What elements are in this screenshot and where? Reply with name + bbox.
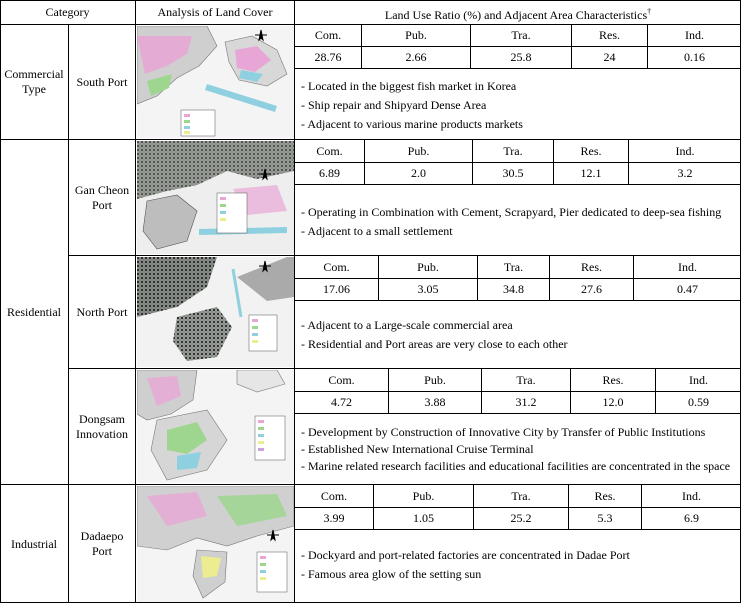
note-line: - Adjacent to a small settlement: [301, 224, 453, 238]
ratio-value: 5.3: [597, 511, 613, 525]
ratio-value: 30.5: [502, 166, 524, 180]
header-ratio-mark: †: [647, 7, 652, 16]
note-line: - Established New International Cruise Terminal: [301, 442, 534, 456]
ratio-value: 2.0: [411, 166, 426, 180]
ratio-value: 12.1: [580, 166, 602, 180]
note-line: - Famous area glow of the setting sun: [301, 567, 482, 581]
header-ratio: [295, 0, 741, 24]
grid-line: [641, 484, 642, 530]
grid-line: [294, 162, 741, 163]
ratio-value: 25.2: [510, 511, 532, 525]
grid-line: [294, 278, 741, 279]
grid-line: [477, 255, 478, 301]
grid-line: [294, 300, 741, 301]
grid-line: [68, 255, 741, 256]
dadaepo-port-land-cover-map-icon: [137, 486, 294, 602]
ratio-header: Tra.: [511, 489, 531, 503]
port-cell-dongsam: [69, 369, 135, 484]
note-line: - Development by Construction of Innovative City by Transfer of Public Institutions: [301, 425, 706, 439]
ratio-value: 3.05: [417, 282, 439, 296]
ratio-value: 3.88: [424, 395, 446, 409]
ratio-value: 34.8: [503, 282, 524, 296]
ratio-value: 3.99: [323, 511, 345, 525]
ratio-header: Pub.: [407, 144, 430, 158]
grid-line: [294, 507, 741, 508]
grid-line: [0, 484, 741, 485]
header-category: Category: [45, 5, 90, 19]
grid-line: [470, 24, 471, 69]
ratio-header: Tra.: [503, 260, 524, 274]
note-line: - Adjacent to a Large-scale commercial area: [301, 318, 513, 332]
note-line: - Dockyard and port-related factories are concentrated in Dadae Port: [301, 548, 630, 562]
ratio-header: Ind.: [682, 489, 701, 503]
category-cell-commercial: [0, 25, 68, 139]
note-line: - Adjacent to various marine products markets: [301, 117, 523, 131]
ratio-value: 31.2: [515, 395, 537, 409]
ratio-header: Com.: [314, 28, 342, 42]
characteristics-notes: [301, 77, 523, 134]
ratio-header: Res.: [580, 144, 602, 158]
ratio-value: 1.05: [413, 511, 434, 525]
ratio-header: Res.: [594, 489, 616, 503]
ratio-value: 27.6: [581, 282, 602, 296]
gan-cheon-port-land-cover-map-icon: [137, 141, 294, 254]
ratio-header: Res.: [581, 260, 602, 274]
ratio-header: Com.: [328, 373, 355, 387]
dongsam-innovation-land-cover-map-icon: [137, 370, 294, 483]
ratio-value: 0.16: [684, 50, 705, 64]
grid-line: [473, 484, 474, 530]
port-cell-gan-cheon: [69, 140, 135, 255]
grid-line: [633, 255, 634, 301]
note-line: - Residential and Port areas are very close to each other: [301, 337, 568, 351]
category-label-line2: Type: [22, 82, 46, 96]
port-label-line1: North Port: [76, 304, 128, 319]
category-label-line1: Commercial: [4, 67, 64, 81]
grid-line: [570, 368, 571, 414]
grid-line: [0, 0, 1, 603]
note-line: - Marine related research facilities and educational facilities are concentrated in the space: [301, 459, 731, 473]
grid-line: [388, 368, 389, 414]
grid-line: [135, 0, 136, 603]
header-analysis: Analysis of Land Cover: [157, 5, 273, 19]
grid-line: [628, 139, 629, 185]
ratio-value: 28.76: [314, 50, 342, 64]
port-label-line2: Port: [91, 197, 112, 212]
ratio-header: Ind.: [685, 28, 704, 42]
port-label-line1: Gan Cheon: [74, 182, 130, 197]
grid-line: [68, 24, 69, 603]
ratio-value: 24: [603, 50, 616, 64]
grid-line: [361, 24, 362, 69]
category-label-line1: Industrial: [11, 536, 57, 551]
grid-line: [647, 24, 648, 69]
ratio-header: Res.: [599, 28, 620, 42]
grid-line: [294, 413, 741, 414]
ratio-value: 2.66: [405, 50, 427, 64]
grid-line: [68, 368, 741, 369]
port-label-line2: Port: [91, 544, 112, 558]
header-ratio-label: Land Use Ratio (%) and Adjacent Area Characteristics: [384, 8, 648, 22]
ratio-header: Ind.: [675, 144, 695, 158]
characteristics-notes: [301, 424, 730, 475]
ratio-header: Res.: [602, 373, 624, 387]
port-cell-south-port: [69, 25, 135, 139]
grid-line: [568, 484, 569, 530]
port-cell-dadaepo: [69, 485, 135, 603]
port-cell-north-port: [69, 256, 135, 368]
ratio-header: Pub.: [424, 373, 446, 387]
ratio-value: 4.72: [331, 395, 352, 409]
port-label-line1: Dongsam: [79, 411, 125, 426]
note-line: - Ship repair and Shipyard Dense Area: [301, 98, 487, 112]
note-line: - Located in the biggest fish market in Korea: [301, 79, 517, 93]
ratio-header: Pub.: [412, 489, 435, 503]
grid-line: [373, 484, 374, 530]
category-label-line1: Residential: [7, 304, 61, 319]
grid-line: [294, 391, 741, 392]
grid-line: [472, 139, 473, 185]
note-line: - Operating in Combination with Cement, Scrapyard, Pier dedicated to deep-sea fishing: [301, 205, 722, 219]
grid-line: [553, 139, 554, 185]
ratio-value: 6.89: [319, 166, 340, 180]
ratio-header: Com.: [316, 144, 343, 158]
ratio-header: Tra.: [503, 144, 523, 158]
south-port-land-cover-map-icon: [137, 26, 294, 138]
grid-line: [294, 0, 295, 603]
characteristics-notes: [301, 203, 721, 241]
ratio-value: 3.2: [677, 166, 693, 180]
grid-line: [294, 184, 741, 185]
ratio-header: Ind.: [689, 373, 708, 387]
grid-line: [0, 0, 741, 1]
ratio-header: Com.: [320, 489, 348, 503]
characteristics-notes: [301, 546, 630, 584]
grid-line: [378, 255, 379, 301]
ratio-header: Tra.: [511, 28, 531, 42]
grid-line: [0, 139, 741, 140]
category-cell-residential: [0, 140, 68, 484]
port-label-line1: Dadaepo: [80, 529, 124, 543]
north-port-land-cover-map-icon: [137, 257, 294, 367]
ratio-value: 17.06: [323, 282, 350, 296]
port-label-line2: Innovation: [76, 426, 128, 441]
grid-line: [571, 24, 572, 69]
grid-line: [364, 139, 365, 185]
ratio-value: 12.0: [602, 395, 624, 409]
grid-line: [655, 368, 656, 414]
characteristics-notes: [301, 316, 568, 354]
ratio-header: Pub.: [405, 28, 427, 42]
ratio-header: Com.: [323, 260, 350, 274]
ratio-header: Tra.: [516, 373, 536, 387]
ratio-header: Pub.: [417, 260, 439, 274]
ratio-value: 0.59: [688, 395, 709, 409]
port-label-line1: South Port: [76, 74, 128, 89]
ratio-value: 0.47: [677, 282, 698, 296]
grid-line: [481, 368, 482, 414]
grid-line: [549, 255, 550, 301]
category-cell-industrial: [0, 485, 68, 603]
grid-line: [0, 24, 741, 25]
ratio-value: 25.8: [510, 50, 532, 64]
ratio-value: 6.9: [684, 511, 699, 525]
ratio-header: Ind.: [678, 260, 697, 274]
grid-line: [294, 529, 741, 530]
